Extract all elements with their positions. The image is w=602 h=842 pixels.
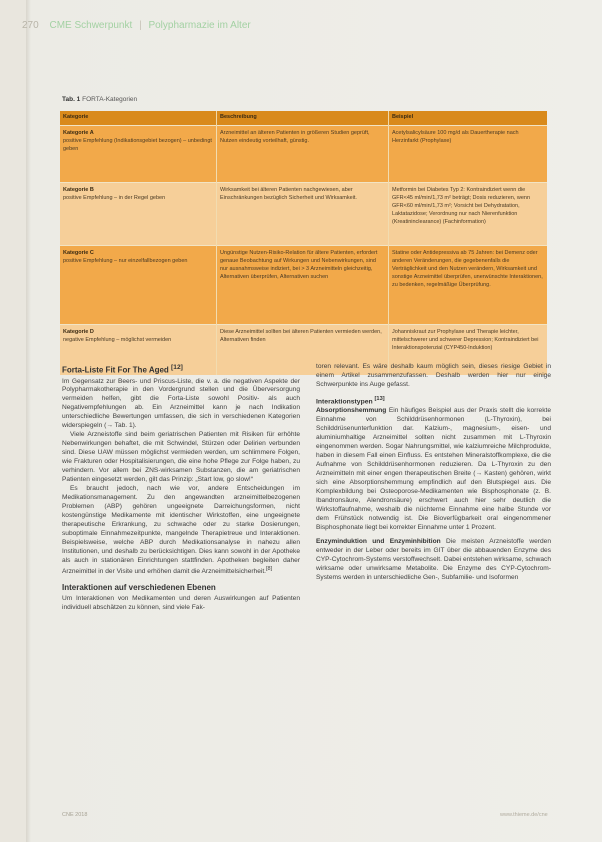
- table-cell-example: Statine oder Antidepressiva ab 75 Jahren: bei Demenz oder anderen Veränderungen, die gegebenenfalls die Verträglichkeit und den Nutzen verändern, Wirksamkeit und sonstige Arzneimittel überprüfen, unerwünschte Interaktionen, zu bedenken, regelmäßige Überprüfung.: [389, 245, 548, 324]
- table-cell-description: Wirksamkeit bei älteren Patienten nachgewiesen, aber Einschränkungen bezüglich Sicherheit und Wirksamkeit.: [217, 182, 389, 245]
- running-header: [22, 20, 572, 31]
- category-recommendation: negative Empfehlung – möglichst vermeiden: [63, 336, 172, 343]
- table-row: [60, 125, 547, 182]
- absorption-text: Ein häufiges Beispiel aus der Praxis stellt die korrekte Einnahme von Schilddrüsenhormonen (L-Thyroxin), bei Schilddrüsenunterfunktion dar. Kalzium-, magnesium-, eisen- und aluminiumhaltige Arzneimittel sollten nicht zusammen mit L-Thyroxin eingenommen werden. Sogar Nahrungsmittel, wie kalziumreiche Milchprodukte, haben in diesem Fall einen Einfluss. Es entstehen Mineralstoffkomplexe, die die Aufnahme von Schilddrüsenhormonen reduzieren. Da L-Thyroxin zu den Arzneimitteln mit einer engen therapeutischen Breite (→ Kasten) gehören, wirkt sich eine Absorptionshemmung empfindlich auf den Blutspiegel aus. Die Komplexbildung bei Osteoporose-Medikamenten wie Bisphosphonate (z. B. Ibandronsäure, Alendronsäure) erschwert auch hier sehr deutlich die Wirkstoffaufnahme, weshalb die nüchterne Einnahme eine halbe Stunde vor dem Frühstück notwendig ist. Die Bioverfügbarkeit oral eingenommener Bisphosphonate liegt bei korrekter Einnahme unter 1 Prozent.: [316, 407, 551, 531]
- table-cell-description: Arzneimittel an älteren Patienten in größeren Studien geprüft, Nutzen eindeutig vorteilhaft, günstig.: [217, 125, 389, 182]
- forta-heading-text: Forta-Liste Fit For The Aged: [62, 365, 169, 375]
- forta-paragraph-1: Im Gegensatz zur Beers- und Priscus-Liste, die v. a. die negativen Aspekte der Polypharmakotherapie in den Vordergrund stellen und die Überversorgung vermeiden helfen, gibt die Forta-Liste sowohl Positiv- als auch Negativempfehlungen ab. Ein Arzneimittel kann je nach Indikation unterschiedliche Bewertungen umfassen, die sich in verschiedenen Kategorien widerspiegeln (→ Tab. 1).: [62, 377, 300, 430]
- category-recommendation: positive Empfehlung – in der Regel geben: [63, 194, 166, 201]
- table-cell-description: Ungünstige Nutzen-Risiko-Relation für ältere Patienten, erfordert genaue Beobachtung auf Wirkungen und Nebenwirkungen, sind nur ausnahmsweise indiziert, bei > 3 Arzneimitteln gleichzeitig, Alternativen überprüfen, Alternativen suchen: [217, 245, 389, 324]
- enzyme-lead: Enzyminduktion und Enzyminhibition: [316, 537, 441, 545]
- interaction-types-reference: [13]: [374, 395, 385, 402]
- table-cell-category: [60, 245, 217, 324]
- continuation-paragraph: toren relevant. Es wäre deshalb kaum möglich sein, dieses riesige Gebiet in einem Artikel zusammenzufassen. Deshalb werden hier nur einige Schwerpunkte ins Auge gefasst.: [316, 363, 551, 388]
- table-header-row: [60, 111, 547, 125]
- forta-paragraph-2: Viele Arzneistoffe sind beim geriatrischen Patienten mit Risiken für erhöhte Nebenwirkungen behaftet, die mit Schwindel, Stürzen oder Delirien verbunden sind. Diese UAW müssen möglichst vermieden werden, um schlimmere Folgen, wie Frakturen oder Hospitalisierungen, die eine hohe Pflege zur Folge haben, zu verhindern. Vor allem bei ZNS-wirksamen Substanzen, die am geriatrischen Patienten eingesetzt werden, gilt das Prinzip: „Start low, go slow!“: [62, 431, 300, 484]
- absorption-paragraph: [316, 407, 551, 532]
- table-row: [60, 182, 547, 245]
- table-cell-category: [60, 182, 217, 245]
- table-caption: [62, 96, 137, 103]
- forta-paragraph-3-reference: [8]: [266, 565, 273, 572]
- interactions-heading: Interaktionen auf verschiedenen Ebenen: [62, 582, 216, 592]
- section-topic: Polypharmazie im Alter: [148, 20, 251, 31]
- category-recommendation: positive Empfehlung – nur einzelfallbezogen geben: [63, 257, 188, 264]
- category-name: Kategorie D: [63, 328, 94, 335]
- footer-journal: CNE 2018: [62, 812, 88, 818]
- section-label: CME Schwerpunkt: [49, 20, 133, 31]
- header-separator: |: [139, 20, 142, 31]
- footer-url: www.thieme.de/cne: [500, 812, 548, 818]
- table-header-category: Kategorie: [60, 111, 217, 125]
- page-number: 270: [22, 20, 39, 31]
- forta-heading: [62, 363, 300, 377]
- interactions-paragraph: Um Interaktionen von Medikamenten und deren Auswirkungen auf Patienten individuell abschätzen zu können, sind viele Fak-: [62, 594, 300, 611]
- enzyme-text: Die meisten Arzneistoffe werden entweder in der Leber oder bereits im GIT über die abbauenden Enzyme des CYP-Cytochrom-Systems verstoffwechselt. Dabei entstehen wirksame, schwach wirksame oder unwirksame Metabolite. Die Enzyme des CYP-Cytochrom-Systems werden in unterschiedliche Gen-, Subfamilie- und Isoformen: [316, 537, 551, 581]
- left-text-column: [62, 363, 300, 612]
- forta-paragraph-3-text: Es braucht jedoch, nach wie vor, andere Entscheidungen im Medikationsmanagement. Zu den angewandten arzneimittelbezogenen Problemen (ABP) gehören ungeeignete Darreichungsformen, nicht kostengünstige Medikamente mit identischer Wirkstoffen, eine ungeeignete therapeutische Erkrankung, zu schwache oder zu starke Dosierungen, suboptimale Einnahmezeitpunkte, mangelnde Therapietreue und Interaktionen. Beispielsweise, welche ABP durch Medikationsanalyse in nahezu allen Institutionen, und deshalb zu berücksichtigen. Dies kann sowohl in der Apotheke als auch in stationären Einrichtungen stattfinden. Apotheken begleiten daher Arzneimittel in der Visite und erhöhen damit die Arzneimittelsicherheit.: [62, 484, 300, 575]
- category-name: Kategorie A: [63, 129, 94, 136]
- table-cell-example: Johanniskraut zur Prophylaxe und Therapie leichter, mittelschwerer und schwerer Depression; Kontraindiziert bei Interaktionspotenzial (CYP450-Induktion): [389, 324, 548, 375]
- table-cell-example: Acetylsalicylsäure 100 mg/d als Dauertherapie nach Herzinfarkt (Prophylaxe): [389, 125, 548, 182]
- table-cell-category: [60, 125, 217, 182]
- table-cell-description: Diese Arzneimittel sollten bei älteren Patienten vermieden werden, Alternativen finden: [217, 324, 389, 375]
- category-name: Kategorie B: [63, 186, 94, 193]
- table-row: [60, 245, 547, 324]
- interaction-types-heading: [316, 396, 551, 407]
- table-cell-example: Metformin bei Diabetes Typ 2: Kontraindiziert wenn die GFR<45 ml/min/1,73 m² beträgt; Dosis reduzieren, wenn GFR<60 ml/min/1,73 m²; Vorsicht bei Dehydratation, Laktatazidose; Verordnung nur nach Nierenfunktion (Kreatininclearance) (Fachinformation): [389, 182, 548, 245]
- absorption-lead: Absorptionshemmung: [316, 407, 387, 415]
- category-name: Kategorie C: [63, 249, 94, 256]
- table-caption-label: Tab. 1: [62, 96, 81, 103]
- enzyme-paragraph: [316, 538, 551, 583]
- category-recommendation: positive Empfehlung (Indikationsgebiet bezogen) – unbedingt geben: [63, 137, 212, 152]
- forta-paragraph-3: [62, 485, 300, 577]
- table-caption-title: FORTA-Kategorien: [82, 96, 138, 103]
- forta-heading-reference: [12]: [171, 364, 183, 371]
- table-header-example: Beispiel: [389, 111, 548, 125]
- right-text-column: [316, 363, 551, 582]
- forta-table: [60, 111, 547, 375]
- interaction-types-heading-text: Interaktionstypen: [316, 398, 373, 406]
- table-header-description: Beschreibung: [217, 111, 389, 125]
